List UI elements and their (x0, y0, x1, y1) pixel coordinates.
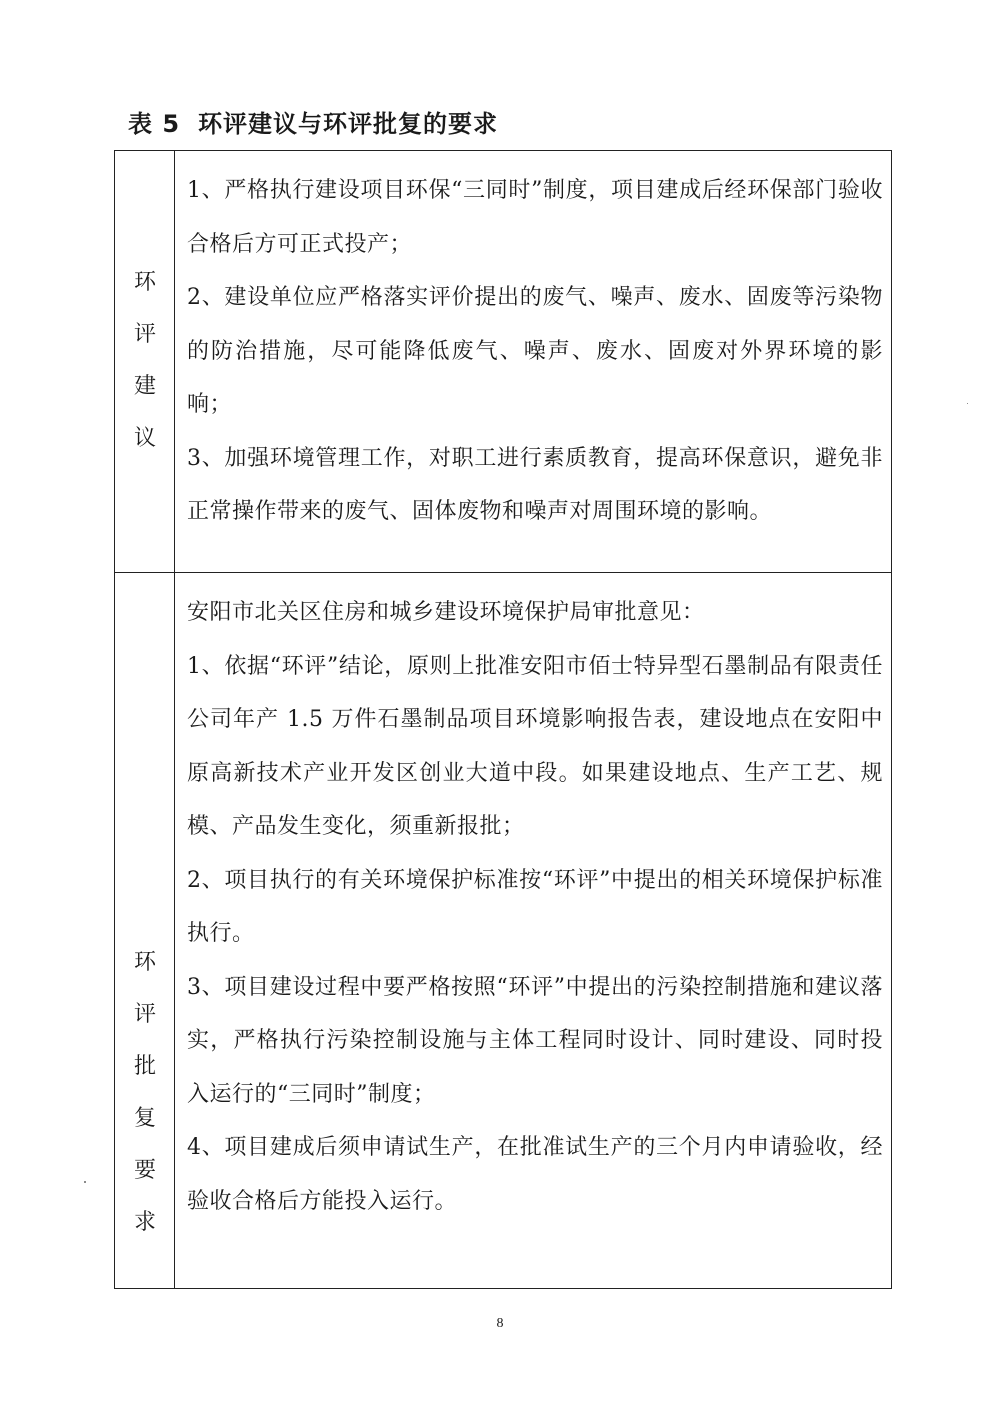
scan-speck (967, 403, 968, 404)
approval-heading: 安阳市北关区住房和城乡建设环境保护局审批意见： (187, 600, 705, 625)
row-label-recommendations (115, 257, 175, 465)
row-label-char: 议 (133, 426, 156, 451)
page-number: 8 (496, 1316, 504, 1331)
table-number: 表 5 (128, 110, 181, 138)
table-title-text: 环评建议与环评批复的要求 (198, 110, 499, 138)
table-title (128, 104, 498, 139)
approval-content (175, 573, 891, 1289)
row-label-char: 环 (133, 270, 156, 295)
row-label-char: 环 (133, 950, 156, 975)
row-label-char: 评 (133, 1002, 156, 1027)
row-label-char: 建 (133, 374, 156, 399)
table-row-approval (115, 573, 891, 1289)
table-row-recommendations (115, 151, 891, 573)
row-label-char: 求 (133, 1210, 156, 1235)
row-label-approval (115, 937, 175, 1249)
row-label-char: 评 (133, 322, 156, 347)
row-label-cell (115, 151, 175, 572)
approval-item: 4、项目建成后须申请试生产，在批准试生产的三个月内申请验收，经验收合格后方能投入运行。 (187, 1135, 883, 1214)
row-label-cell (115, 573, 175, 1289)
requirements-table (114, 150, 892, 1289)
row-label-char: 要 (133, 1158, 156, 1183)
recommendation-item: 1、严格执行建设项目环保“三同时”制度，项目建成后经环保部门验收合格后方可正式投产； (187, 178, 883, 257)
approval-item: 2、项目执行的有关环境保护标准按“环评”中提出的相关环境保护标准执行。 (187, 867, 883, 946)
recommendations-content (175, 151, 891, 572)
scan-speck (84, 1181, 86, 1183)
recommendation-item: 3、加强环境管理工作，对职工进行素质教育，提高环保意识，避免非正常操作带来的废气、固体废物和噪声对周围环境的影响。 (187, 445, 883, 524)
approval-item: 3、项目建设过程中要严格按照“环评”中提出的污染控制措施和建议落实，严格执行污染控制设施与主体工程同时设计、同时建设、同时投入运行的“三同时”制度； (187, 974, 883, 1107)
row-label-char: 复 (133, 1106, 156, 1131)
row-label-char: 批 (133, 1054, 156, 1079)
recommendation-item: 2、建设单位应严格落实评价提出的废气、噪声、废水、固废等污染物的防治措施，尽可能降低废气、噪声、废水、固废对外界环境的影响； (187, 285, 883, 417)
approval-item: 1、依据“环评”结论，原则上批准安阳市佰士特异型石墨制品有限责任公司年产 1.5 万件石墨制品项目环境影响报告表，建设地点在安阳中原高新技术产业开发区创业大道中段。如果建设地点、生产工艺、规模、产品发生变化，须重新报批； (187, 653, 883, 839)
